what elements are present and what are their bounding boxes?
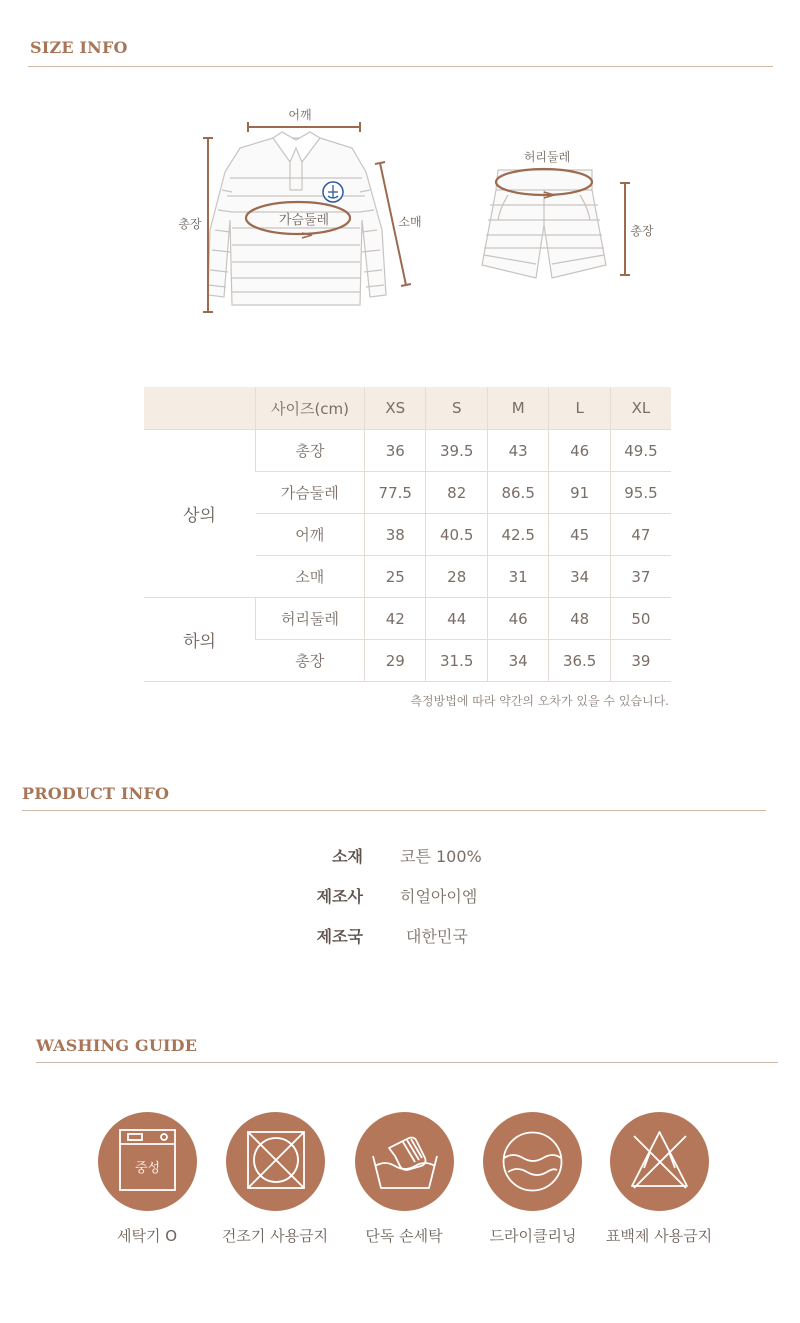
product-info-row-country bbox=[0, 924, 800, 948]
header-empty-cell bbox=[144, 387, 256, 430]
header-xl: XL bbox=[610, 387, 671, 430]
group-top-label: 상의 bbox=[144, 430, 256, 598]
table-cell: 47 bbox=[610, 514, 671, 556]
table-cell: 82 bbox=[426, 472, 487, 514]
table-cell: 48 bbox=[549, 598, 610, 640]
table-row bbox=[144, 598, 671, 640]
table-cell: 36 bbox=[365, 430, 426, 472]
measurement-note: 측정방법에 따라 약간의 오차가 있을 수 있습니다. bbox=[410, 694, 669, 708]
table-row bbox=[144, 430, 671, 472]
size-info-title: SIZE INFO bbox=[30, 38, 128, 57]
table-cell: 38 bbox=[365, 514, 426, 556]
group-bottom-label: 하의 bbox=[144, 598, 256, 682]
product-info-row-maker bbox=[0, 884, 800, 908]
size-info-divider bbox=[28, 66, 773, 67]
header-xs: XS bbox=[365, 387, 426, 430]
product-info-key: 소재 bbox=[332, 847, 363, 866]
sleeve-label: 소매 bbox=[398, 215, 422, 229]
product-info-divider bbox=[22, 810, 766, 811]
size-table-header bbox=[144, 387, 671, 430]
row-label: 총장 bbox=[256, 640, 365, 682]
washing-guide-title: WASHING GUIDE bbox=[36, 1036, 198, 1055]
table-cell: 46 bbox=[549, 430, 610, 472]
product-info-value: 코튼 100% bbox=[400, 847, 482, 866]
product-info-key: 제조사 bbox=[316, 887, 363, 906]
row-label: 가슴둘레 bbox=[256, 472, 365, 514]
product-info-value: 대한민국 bbox=[406, 927, 468, 946]
dry-clean-icon bbox=[483, 1112, 582, 1211]
table-cell: 95.5 bbox=[610, 472, 671, 514]
bottom-size-diagram bbox=[470, 140, 670, 290]
table-cell: 86.5 bbox=[487, 472, 548, 514]
shoulder-label: 어깨 bbox=[288, 108, 312, 122]
table-cell: 39 bbox=[610, 640, 671, 682]
table-cell: 77.5 bbox=[365, 472, 426, 514]
product-info-key: 제조국 bbox=[316, 927, 363, 946]
table-cell: 43 bbox=[487, 430, 548, 472]
wash-label-no-dryer: 건조기 사용금지 bbox=[221, 1227, 329, 1245]
table-cell: 34 bbox=[487, 640, 548, 682]
table-cell: 50 bbox=[610, 598, 671, 640]
wash-label-no-bleach: 표백제 사용금지 bbox=[605, 1227, 713, 1245]
table-cell: 37 bbox=[610, 556, 671, 598]
table-cell: 39.5 bbox=[426, 430, 487, 472]
table-cell: 36.5 bbox=[549, 640, 610, 682]
table-cell: 34 bbox=[549, 556, 610, 598]
hand-wash-icon bbox=[355, 1112, 454, 1211]
wash-icon-text: 중성 bbox=[134, 1161, 161, 1176]
row-label: 어깨 bbox=[256, 514, 365, 556]
product-info-row-material bbox=[0, 844, 800, 868]
table-cell: 46 bbox=[487, 598, 548, 640]
header-s: S bbox=[426, 387, 487, 430]
row-label: 허리둘레 bbox=[256, 598, 365, 640]
table-cell: 42.5 bbox=[487, 514, 548, 556]
table-cell: 44 bbox=[426, 598, 487, 640]
table-cell: 28 bbox=[426, 556, 487, 598]
product-info-title: PRODUCT INFO bbox=[22, 784, 170, 803]
row-label: 총장 bbox=[256, 430, 365, 472]
table-cell: 40.5 bbox=[426, 514, 487, 556]
size-table bbox=[144, 387, 671, 682]
chest-label: 가슴둘레 bbox=[278, 213, 330, 228]
washing-guide-divider bbox=[36, 1062, 778, 1063]
table-cell: 29 bbox=[365, 640, 426, 682]
wash-label-hand-wash: 단독 손세탁 bbox=[365, 1227, 443, 1245]
product-info-value: 히얼아이엠 bbox=[400, 887, 478, 906]
wash-label-machine: 세탁기 O bbox=[116, 1227, 178, 1245]
washing-machine-icon bbox=[98, 1112, 197, 1211]
table-cell: 25 bbox=[365, 556, 426, 598]
row-label: 소매 bbox=[256, 556, 365, 598]
table-cell: 45 bbox=[549, 514, 610, 556]
wash-label-dry-clean: 드라이클리닝 bbox=[489, 1227, 577, 1245]
table-cell: 49.5 bbox=[610, 430, 671, 472]
table-cell: 42 bbox=[365, 598, 426, 640]
waist-label: 허리둘레 bbox=[523, 150, 571, 164]
table-cell: 31 bbox=[487, 556, 548, 598]
header-m: M bbox=[487, 387, 548, 430]
table-cell: 31.5 bbox=[426, 640, 487, 682]
no-bleach-icon bbox=[610, 1112, 709, 1211]
header-size-cm: 사이즈(cm) bbox=[256, 387, 365, 430]
top-size-diagram bbox=[170, 100, 430, 325]
header-l: L bbox=[549, 387, 610, 430]
pants-length-label: 총장 bbox=[630, 224, 654, 238]
total-length-label: 총장 bbox=[178, 217, 202, 231]
no-tumble-dry-icon bbox=[226, 1112, 325, 1211]
table-cell: 91 bbox=[549, 472, 610, 514]
